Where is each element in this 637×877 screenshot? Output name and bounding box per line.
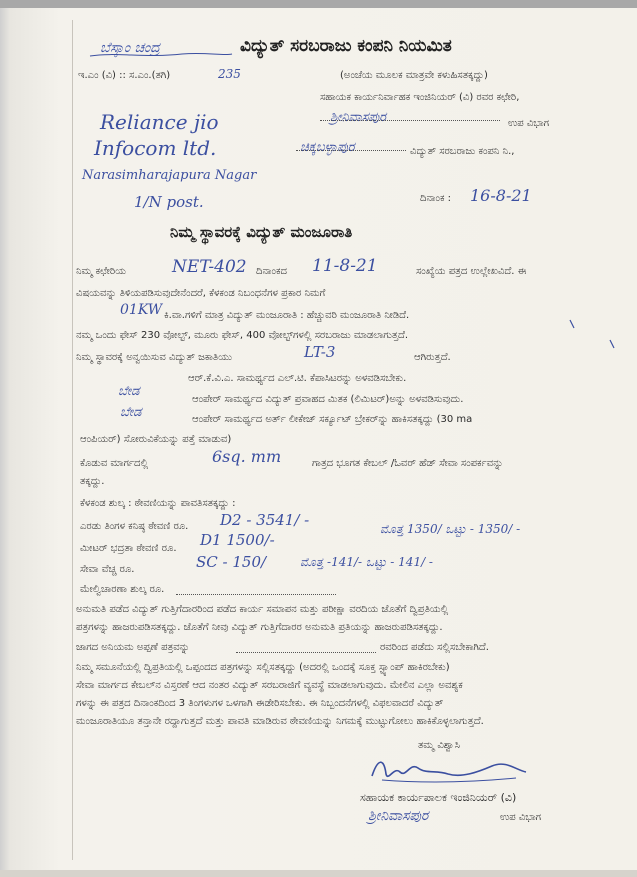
body-p1-date: 11-8-21	[312, 256, 378, 276]
scan-edge	[0, 0, 637, 8]
closing-signatory: ಸಹಾಯಕ ಕಾರ್ಯಪಾಲಕ ಇಂಜಿನಿಯರ್ (ವಿ)	[360, 791, 517, 804]
date-handwritten: 16-8-21	[470, 186, 532, 205]
fee2-amount: D1 1500/-	[200, 531, 275, 549]
addressee-line4: 1/N post.	[134, 193, 204, 211]
fee2-label: ಮೀಟರ್ ಭದ್ರತಾ ಠೇವಣಿ ರೂ.	[80, 543, 177, 554]
body-p5-tariff: LT-3	[304, 343, 336, 361]
body-p3: ಕಿ.ವಾ.ಗಳಿಗೆ ಮಾತ್ರ ವಿದ್ಯುತ್ ಮಂಜೂರಾತಿ : ಹೆಚ್ಚುವರಿ ಮಂಜೂರಾತಿ ನೀಡಿದೆ.	[164, 310, 410, 321]
body-p9-b: ಗಾತ್ರದ ಭೂಗತ ಕೇಬಲ್ /ಓವರ್ ಹೆಡ್ ಸೇವಾ ಸಂಪರ್ಕವನ್ನು	[312, 458, 504, 469]
addressee-line2: Infocom ltd.	[94, 136, 217, 160]
body-p9-a: ಕೊಡುವ ಮಾರ್ಗದಲ್ಲಿ	[80, 458, 149, 469]
body-p1-b: ದಿನಾಂಕದ	[256, 266, 287, 277]
body-p8: ಆಂಪೇರ್ ಸಾಮರ್ಥ್ಯದ ಅರ್ತ್ ಲೀಕೇಜ್ ಸರ್ಕ್ಯೂಟ್ ಬ್ರೇಕರ್‌ನ್ನು ಹಾಕಿಸತಕ್ಕದ್ದು (30 ma	[192, 414, 473, 425]
body-p8-hw: ಬೇಡ	[120, 405, 142, 420]
body-p12: ನಿಮ್ಮ ಸಮೂನೆಯಲ್ಲಿ ದ್ವಿಪ್ರತಿಯಲ್ಲಿ ಒಪ್ಪಂದದ ಪತ್ರಗಳನ್ನು ಸಲ್ಲಿಸತಕ್ಕದ್ದು (ಅದರಲ್ಲಿ ಒಂದಕ್ಕೆ ಸೂಕ್ತ ಸ್ಟ್ಯಾಂಪ್ ಹಾಕಿರಬೇಕು)	[76, 662, 450, 673]
margin-rule	[72, 20, 73, 860]
body-p1-a: ನಿಮ್ಮ ಕಛೇರಿಯ	[76, 266, 126, 277]
company-handwritten: ಚಿಕ್ಕಬಳ್ಳಾಪುರ	[300, 140, 355, 155]
fee4-dots	[176, 594, 336, 595]
office-line: ಸಹಾಯಕ ಕಾರ್ಯನಿರ್ವಾಹಕ ಇಂಜಿನಿಯರ್ (ವಿ) ರವರ ಕಛೇರಿ,	[320, 92, 520, 103]
body-p5-a: ನಿಮ್ಮ ಸ್ಥಾವರಕ್ಕೆ ಅನ್ವಯಿಸುವ ವಿದ್ಯುತ್ ಜಕಾತಿಯು	[76, 352, 233, 363]
body-p6: ಆರ್.ಕೆ.ವಿ.ಎ. ಸಾಮರ್ಥ್ಯದ ಎಲ್.ಟಿ. ಕೆಪಾಸಿಟರನ್ನು ಅಳವಡಿಸಬೇಕು.	[188, 373, 407, 384]
body-p13: ಸೇವಾ ಮಾರ್ಗದ ಕೇಬಲ್‌ನ ವಿಸ್ತರಣೆ ಆದ ನಂತರ ವಿದ್ಯುತ್ ಸರಬರಾಜಿಗೆ ವ್ಯವಸ್ಥೆ ಮಾಡಲಾಗುವುದು. ಮೇಲಿನ ಎಲ್ಲಾ ಅವಶ್ಯಕ	[76, 680, 463, 691]
company-dots	[296, 150, 406, 151]
closing-division-hw: ಶ್ರೀನಿವಾಸಪುರ	[368, 808, 429, 824]
company-label: ವಿದ್ಯುತ್ ಸರಬರಾಜು ಕಂಪನಿ ನಿ.,	[410, 146, 515, 157]
fee1-extra: ಮೊತ್ತ 1350/ ಒಟ್ಟು - 1350/ -	[380, 522, 521, 536]
fee1-amount: D2 - 3541/ -	[220, 511, 310, 529]
registered-note: (ಅಂಚೆಯ ಮೂಲಕ ಮಾತ್ರವೇ ಕಳುಹಿಸತಕ್ಕದ್ದು)	[340, 70, 488, 81]
subdivision-handwritten: ಶ್ರೀನಿವಾಸಪುರ	[330, 110, 386, 125]
org-title: ವಿದ್ಯುತ್ ಸರಬರಾಜು ಕಂಪನಿ ನಿಯಮಿತ	[240, 36, 452, 56]
body-p1-c: ಸಂಖ್ಯೆಯ ಪತ್ರದ ಉಲ್ಲೇಖವಿದೆ. ಈ	[416, 266, 527, 277]
body-p7: ಆಂಪೇರ್ ಸಾಮರ್ಥ್ಯದ ವಿದ್ಯುತ್ ಪ್ರವಾಹದ ಮಿತಕ (ಲಿಮಿಟರ್)ಅನ್ನು ಅಳವಡಿಸುವುದು.	[192, 394, 464, 405]
body-p9-size: 6sq. mm	[212, 447, 282, 466]
closing-yours: ತಮ್ಮ ವಿಶ್ವಾಸಿ	[418, 740, 460, 751]
fee3-extra: ಮೊತ್ತ -141/- ಒಟ್ಟು - 141/ -	[300, 555, 433, 569]
addressee-line3: Narasimharajapura Nagar	[82, 168, 257, 183]
body-p7-hw: ಬೇಡ	[118, 384, 140, 399]
body-p2: ವಿಷಯವನ್ನು ತಿಳಿಯಪಡಿಸುವುದೇನೆಂದರೆ, ಕೆಳಕಂಡ ನಿಬಂಧನೆಗಳ ಪ್ರಕಾರ ನಿಮಗೆ	[76, 288, 326, 299]
subject-heading: ನಿಮ್ಮ ಸ್ಥಾವರಕ್ಕೆ ವಿದ್ಯುತ್ ಮಂಜೂರಾತಿ	[170, 223, 353, 241]
closing-division-label: ಉಪ ವಿಭಾಗ	[500, 812, 542, 823]
fee4-label: ಮೇಲ್ವಿಚಾರಣಾ ಶುಲ್ಕ ರೂ.	[80, 584, 165, 595]
body-p9-c: ತಕ್ಕದ್ದು.	[80, 476, 105, 487]
body-p1-ref: NET-402	[172, 257, 247, 277]
body-p14: ಗಳನ್ನು ಈ ಪತ್ರದ ದಿನಾಂಕದಿಂದ 3 ತಿಂಗಳುಗಳ ಒಳಗಾಗಿ ಈಡೇರಿಸಬೇಕು. ಈ ನಿಬ್ಬಂದನೆಗಳಲ್ಲಿ ವಿಫಲವಾದರೆ ವಿದ್ಯುತ್	[76, 698, 444, 709]
body-p11: ಜಾಗದ ಅನಿಯಮ ಅಪ್ಪಣೆ ಪತ್ರವನ್ನು	[76, 642, 190, 653]
subdivision-dots	[320, 120, 500, 121]
subdivision-label: ಉಪ ವಿಭಾಗ	[508, 118, 550, 129]
signature	[366, 752, 536, 788]
body-p4: ನಮ್ಮ ಒಂದು ಫೇಸ್ 230 ವೋಲ್ಟ್, ಮೂರು ಫೇಸ್, 400 ವೋಲ್ಟ್‌ಗಳಲ್ಲಿ ಸರಬರಾಜು ಮಾಡಲಾಗುತ್ತದೆ.	[76, 330, 409, 341]
body-p3-kw: 01KW	[120, 302, 163, 318]
date-label: ದಿನಾಂಕ :	[420, 193, 452, 204]
addressee-line1: Reliance jio	[100, 110, 219, 134]
body-p10: ಅನುಮತಿ ಪಡೆದ ವಿದ್ಯುತ್ ಗುತ್ತಿಗೆದಾರರಿಂದ ಪಡೆದ ಕಾರ್ಯ ಸಮಾಪನ ಮತ್ತು ಪರೀಕ್ಷಾ ವರದಿಯ ಜೊತೆಗೆ ದ್ವಿಪ್ರತಿಯಲ್ಲಿ	[76, 604, 449, 615]
margin-pen-marks	[560, 300, 630, 360]
fee1-label: ಎರಡು ತಿಂಗಳ ಕನಿಷ್ಠ ಠೇವಣಿ ರೂ.	[80, 521, 189, 532]
title-scribble	[86, 50, 236, 60]
ref-number-handwritten: 235	[218, 67, 241, 81]
scan-bottom-edge	[0, 870, 637, 877]
body-p5-b: ಆಗಿರುತ್ತದೆ.	[414, 352, 451, 363]
ref-line: ಇ.ಎಂ (ವಿ) :: ಸ.ಎಂ.(ತಗಿ)	[78, 70, 171, 81]
org-prefix-stamp: ಬೆಸ್ಕಾಂ ಚಂದ್ರ	[100, 40, 160, 56]
fee3-label: ಸೇವಾ ವೆಚ್ಚ ರೂ.	[80, 564, 135, 575]
body-p11-b: ರವರಿಂದ ಪಡೆದು ಸಲ್ಲಿಸಬೇಕಾಗಿದೆ.	[380, 642, 489, 653]
fee3-amount: SC - 150/	[196, 553, 267, 571]
p11-dots	[236, 652, 376, 653]
fees-heading: ಕೆಳಕಂಡ ಶುಲ್ಕ : ಠೇವಣಿಯನ್ನು ಪಾವತಿಸತಕ್ಕದ್ದು :	[80, 498, 236, 509]
body-p8-b: ಆಂಪಿಯರ್) ಸೋರುವಿಕೆಯನ್ನು ಪತ್ತೆ ಮಾಡುವ)	[80, 434, 232, 445]
body-p15: ಮಂಜೂರಾತಿಯೂ ತನ್ತಾನೇ ರದ್ದಾಗುತ್ತದೆ ಮತ್ತು ಪಾವತಿ ಮಾಡಿರುವ ಠೇವಣಿಯನ್ನು ನಿಗಮಕ್ಕೆ ಮುಟ್ಟುಗೋಲು ಹಾಕಿಕೊಳ್ಳಲಾಗುತ್ತದೆ.	[76, 716, 484, 727]
body-p10-b: ಪತ್ರಗಳನ್ನು ಹಾಜರುಪಡಿಸತಕ್ಕದ್ದು. ಜೊತೆಗೆ ನೀವು ವಿದ್ಯುತ್ ಗುತ್ತಿಗೆದಾರರ ಅನುಮತಿ ಪ್ರತಿಯನ್ನು ಹಾಜರುಪಡಿಸತಕ್ಕದ್ದು.	[76, 622, 443, 633]
